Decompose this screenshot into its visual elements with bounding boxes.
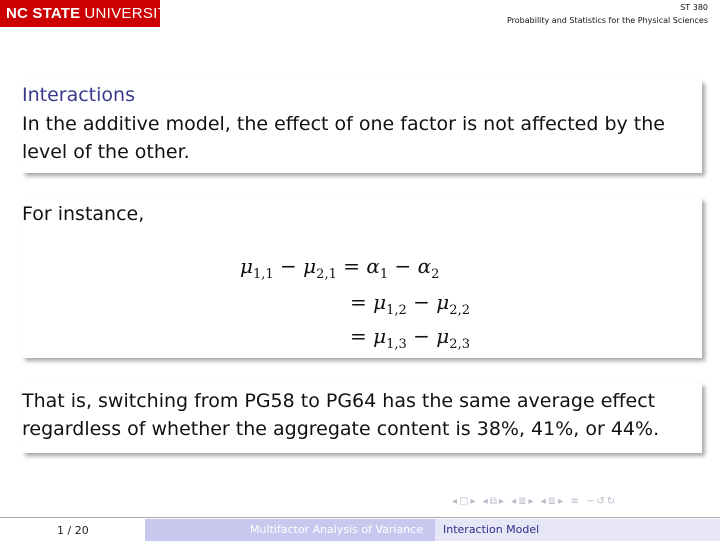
text-line: regardless of whether the aggregate content is 38%, 41%, or 44%. — [22, 418, 660, 440]
nav-document-icon[interactable]: ≣ — [547, 496, 559, 507]
nav-prev-icon[interactable]: ◂ — [452, 496, 460, 507]
block-text — [22, 110, 665, 166]
slide-header — [0, 0, 720, 30]
course-code: ST 380 — [680, 3, 708, 12]
footer-section-title: Multifactor Analysis of Variance — [145, 519, 435, 541]
subscript: 2 — [431, 267, 440, 282]
nav-next-icon[interactable]: ▸ — [470, 496, 478, 507]
instance-block — [22, 198, 702, 358]
subscript: 2,3 — [449, 337, 470, 352]
nav-next-icon[interactable]: ▸ — [498, 496, 506, 507]
block-text — [22, 387, 659, 443]
footer-divider — [0, 517, 720, 518]
text-line: That is, switching from PG58 to PG64 has the same average effect — [22, 390, 656, 412]
block-title: Interactions — [22, 84, 135, 106]
equation-line-1: $\mu_{1,1} - \mu_{2,1} = \alpha_1 - \alpha_2$ — [240, 254, 440, 282]
nav-next-icon[interactable]: ▸ — [558, 496, 566, 507]
subscript: 2,2 — [449, 303, 470, 318]
nav-search-icon[interactable]: ∽ — [585, 496, 597, 507]
beamer-navigation[interactable] — [452, 496, 617, 507]
subscript: 2,1 — [316, 267, 337, 282]
equation-line-3: = $\mu_{1,3} - \mu_{2,3}$ — [350, 324, 470, 352]
nav-prev-icon[interactable]: ◂ — [482, 496, 490, 507]
subscript: 1,2 — [386, 303, 407, 318]
nav-back-icon[interactable]: ↺ — [596, 496, 607, 507]
course-title: Probability and Statistics for the Physical Sciences — [506, 16, 708, 25]
nav-prev-icon[interactable]: ◂ — [540, 496, 548, 507]
nav-frame-icon[interactable]: □ — [459, 496, 471, 507]
interactions-block — [22, 80, 702, 173]
text-line: level of the other. — [22, 141, 190, 163]
nav-section-icon[interactable]: ≣ — [518, 496, 529, 507]
conclusion-block — [22, 383, 702, 453]
logo-light-text: UNIVERSITY — [84, 5, 178, 22]
footer-subsection-title: Interaction Model — [435, 519, 720, 541]
nav-appendix-icon[interactable]: ≡ — [570, 496, 581, 507]
nav-forward-icon[interactable]: ↻ — [606, 496, 618, 507]
page-number: 1 / 20 — [57, 524, 89, 537]
block-text: For instance, — [22, 203, 145, 225]
nav-next-icon[interactable]: ▸ — [528, 496, 536, 507]
subscript: 1,1 — [253, 267, 274, 282]
text-line: In the additive model, the effect of one factor is not affected by the — [22, 113, 665, 135]
nav-subsection-icon[interactable]: ⧉ — [489, 496, 499, 507]
subscript: 1 — [379, 267, 389, 282]
logo-bold-text: NC STATE — [6, 5, 81, 22]
subscript: 1,3 — [386, 337, 407, 352]
university-logo — [0, 0, 178, 27]
equation-line-2: = $\mu_{1,2} - \mu_{2,2}$ — [350, 290, 470, 318]
nav-prev-icon[interactable]: ◂ — [511, 496, 519, 507]
